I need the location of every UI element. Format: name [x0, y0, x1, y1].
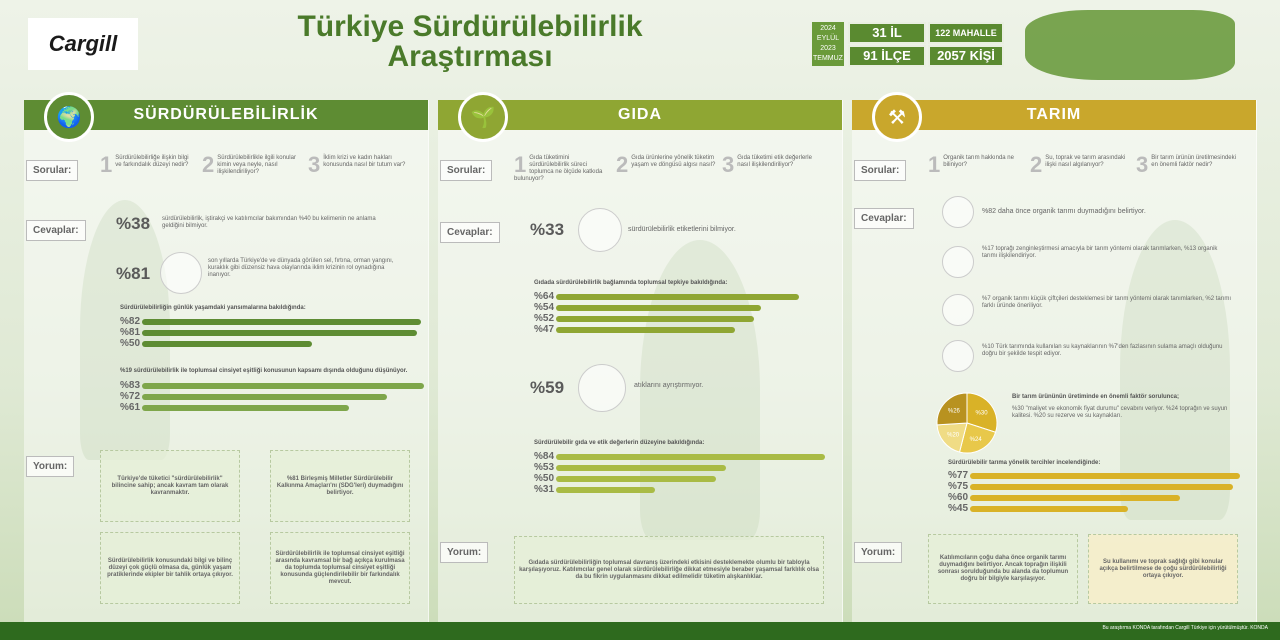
question-2-text: Su, toprak ve tarım arasındaki ilişki nasıl algılanıyor?: [1045, 155, 1126, 168]
bar-row: [120, 382, 424, 389]
date-month-1: EYLÜL: [816, 35, 840, 42]
bar-value: %75: [948, 481, 969, 492]
question-1: 1 Sürdürülebilirliğe ilişkin bilgi ve farkındalık düzeyi nedir?: [100, 152, 189, 177]
question-3: 3 Bir tarım ürünün üretilmesindeki en önemli faktör nedir?: [1136, 152, 1236, 177]
question-3-text: Gıda tüketimi etik değerlerle nasıl ilişkilendiriliyor?: [737, 155, 812, 168]
question-1-text: Gıda tüketimini sürdürülebilirlik süreci toplumca ne ölçüde katkıda bulunuyor?: [514, 155, 603, 182]
bar-value: %81: [120, 327, 141, 338]
globe-icon: 🌍: [44, 92, 94, 142]
answer-2-text: %17 toprağı zenginleştirmesi amacıyla bir tarım yöntemi olarak tarımlarken, %13 organik tarımı ilişkilendiriyor.: [982, 246, 1218, 259]
bar-fill: [970, 473, 1240, 479]
comment-1: Türkiye'de tüketici "sürdürülebilirlik" bilincine sahip; ancak kavram tam olarak kavranmaktır.: [100, 450, 240, 522]
question-2: 2 Sürdürülebilirlikle ilgili konular kimin veya neyle, nasıl ilişkilendiriliyor?: [202, 152, 296, 177]
bar-fill: [142, 405, 349, 411]
pie-label: %20: [947, 432, 960, 439]
answer-1-text: %82 daha önce organik tarımı duymadığını belirtiyor.: [982, 208, 1146, 215]
page-title: [220, 12, 720, 72]
bar-value: %47: [534, 324, 555, 335]
date-year-2: 2023: [820, 45, 836, 52]
answer-2-text: atıklarını ayrıştırmıyor.: [634, 382, 704, 389]
bar-value: %45: [948, 503, 969, 514]
graph-2-title: Sürdürülebilir gıda ve etik değerlerin düzeyine bakıldığında:: [534, 440, 705, 446]
yorum-label: Yorum:: [440, 542, 488, 563]
panel-1-title: SÜRDÜRÜLEBİLİRLİK: [133, 106, 319, 123]
factor-pie-chart: [932, 388, 1002, 458]
bar-fill: [556, 454, 825, 460]
bar-value: %50: [534, 473, 555, 484]
bar-row: [120, 393, 387, 400]
panel-surdurulebilirlik: [24, 100, 429, 622]
question-2-text: Sürdürülebilirlikle ilgili konular kimin veya neyle, nasıl ilişkilendiriliyor?: [217, 155, 296, 175]
question-1: 1 Gıda tüketimini sürdürülebilirlik süreci toplumca ne ölçüde katkıda bulunuyor?: [514, 152, 603, 182]
comment-2: Su kullanımı ve toprak sağlığı gibi konular açıkça belirtilmese de çoğu sürdürülebilirliği ortaya çıkıyor.: [1088, 534, 1238, 604]
sorular-label: Sorular:: [854, 160, 906, 181]
bar-row: [948, 483, 1233, 490]
cevaplar-label: Cevaplar:: [854, 208, 914, 229]
date-year-1: 2024: [820, 25, 836, 32]
pie-label: %30: [975, 410, 988, 417]
pie-label: %26: [947, 408, 960, 415]
bar-row: [120, 340, 312, 347]
bar-fill: [556, 294, 799, 300]
answer-1-percent: %33: [530, 220, 565, 239]
bar-value: %82: [120, 316, 141, 327]
bar-fill: [142, 319, 421, 325]
graph-title: Sürdürülebilir tarıma yönelik tercihler incelendiğinde:: [948, 460, 1101, 466]
recycle-icon: [578, 364, 626, 412]
bar-value: %84: [534, 451, 555, 462]
pie-label: %24: [969, 436, 982, 443]
weather-icon: [160, 252, 202, 294]
panel-gida: [438, 100, 843, 622]
bar-fill: [556, 327, 735, 333]
soil-icon: [942, 246, 974, 278]
bar-value: %54: [534, 302, 555, 313]
bar-row: [534, 315, 754, 322]
answer-1-percent: %38: [116, 214, 151, 233]
sorular-label: Sorular:: [26, 160, 78, 181]
bar-row: [534, 486, 655, 493]
bar-value: %53: [534, 462, 555, 473]
bar-value: %72: [120, 391, 141, 402]
question-1-text: Organik tarım hakkında ne biliniyor?: [943, 155, 1014, 168]
comment-4: Sürdürülebilirlik ile toplumsal cinsiyet eşitliği arasında kavramsal bir bağ açıkça kurulmasa da toplumda toplumsal cinsiyet eşitliği konusunda güçlendirilebilir bir farkındalık mevcut.: [270, 532, 410, 604]
bar-row: [948, 472, 1240, 479]
title-line-2: Araştırması: [387, 40, 553, 73]
pie-text: %30 "maliyet ve ekonomik fiyat durumu" cevabını veriyor. %24 toprağın ve suyun kalitesi. %20 su rezerve ve su kaynakları.: [1012, 406, 1228, 419]
stat-ilce: 91 İLÇE: [848, 45, 926, 67]
panel-3-title: TARIM: [1026, 106, 1082, 123]
seedling-icon: [942, 294, 974, 326]
cevaplar-label: Cevaplar:: [440, 222, 500, 243]
bar-row: [534, 464, 726, 471]
bar-row: [534, 453, 825, 460]
bar-row: [534, 304, 761, 311]
question-3: 3 Gıda tüketimi etik değerlerle nasıl ilişkilendiriliyor?: [722, 152, 812, 177]
graph-1-title: Gıdada sürdürülebilirlik bağlamında toplumsal tepkiye bakıldığında:: [534, 280, 728, 286]
bar-value: %77: [948, 470, 969, 481]
bar-row: [534, 326, 735, 333]
bar-value: %31: [534, 484, 555, 495]
sprout-hand-icon: 🌱: [458, 92, 508, 142]
stat-mahalle: 122 MAHALLE: [928, 22, 1004, 44]
pie-title: Bir tarım ürününün üretiminde en önemli faktör sorulunca;: [1012, 394, 1180, 400]
footer-text: Bu araştırma KONDA tarafından Cargill Türkiye için yürütülmüştür. KONDA: [1102, 625, 1268, 631]
bar-fill: [970, 484, 1233, 490]
bar-fill: [556, 465, 726, 471]
bar-value: %61: [120, 402, 141, 413]
bar-fill: [142, 341, 312, 347]
bar-row: [948, 494, 1180, 501]
cevaplar-label: Cevaplar:: [26, 220, 86, 241]
question-2-text: Gıda ürünlerine yönelik tüketim yaşam ve döngüsü algısı nasıl?: [631, 155, 716, 168]
answer-1-text: sürdürülebilirlik etiketlerini bilmiyor.: [628, 226, 736, 233]
graph-2-title: %19 sürdürülebilirlik ile toplumsal cinsiyet eşitliği konusunun kapsamı dışında olduğunu düşünüyor.: [120, 368, 408, 374]
date-month-2: TEMMUZ: [813, 55, 843, 62]
water-icon: [942, 340, 974, 372]
bar-value: %60: [948, 492, 969, 503]
panel-2-title: GIDA: [618, 106, 662, 123]
question-1: 1 Organik tarım hakkında ne biliniyor?: [928, 152, 1014, 177]
bar-row: [534, 475, 716, 482]
answer-4-text: %10 Türk tarımında kullanılan su kaynaklarının %7'den fazlasının sulama amaçlı olduğunu doğru bir şekilde tespit ediyor.: [982, 344, 1223, 357]
bar-value: %52: [534, 313, 555, 324]
comment-1: Katılımcıların çoğu daha önce organik tarımı duymadığını belirtiyor. Ancak toprağın ilişkili sonrası sorulduğunda bu alanda da toplumun doğru bir bilgiyle karşılaşıyor.: [928, 534, 1078, 604]
bar-value: %83: [120, 380, 141, 391]
question-3-text: İklim krizi ve kadın hakları konusunda nasıl bir tutum var?: [323, 155, 406, 168]
header: [0, 0, 1280, 92]
answer-1-text: sürdürülebilirlik, iştirakçi ve katılımcılar bakımından %40 bu kelimenin ne anlama geldiğini bilmiyor.: [162, 216, 376, 229]
footer-bar: [0, 622, 1280, 640]
yorum-label: Yorum:: [854, 542, 902, 563]
question-2: 2 Gıda ürünlerine yönelik tüketim yaşam ve döngüsü algısı nasıl?: [616, 152, 716, 177]
question-3-text: Bir tarım ürünün üretilmesindeki en önemli faktör nedir?: [1151, 155, 1236, 168]
answer-2-percent: %59: [530, 378, 565, 397]
bar-row: [120, 404, 349, 411]
yorum-label: Yorum:: [26, 456, 74, 477]
stat-il: 31 İL: [848, 22, 926, 44]
question-2: 2 Su, toprak ve tarım arasındaki ilişki nasıl algılanıyor?: [1030, 152, 1126, 177]
bar-row: [120, 329, 417, 336]
panel-tarim: [852, 100, 1257, 622]
comment-1: Gıdada sürdürülebilirliğin toplumsal davranış üzerindeki etkisini desteklemekte olumlu bir tabloyla karşılaşıyoruz. Katılımcılar genel olarak sürdürülebilirliğe dikkat etmesiyle beraber yaşamsal farklılık olsa da bu fikrin uygulanmasını dikkat edilmelidir tüketim alışkanlıklar.: [514, 536, 824, 604]
bar-row: [948, 505, 1128, 512]
bar-row: [534, 293, 799, 300]
bar-value: %64: [534, 291, 555, 302]
bar-row: [120, 318, 421, 325]
bar-value: %50: [120, 338, 141, 349]
plant-icon: [942, 196, 974, 228]
bar-fill: [556, 487, 655, 493]
comment-2: %81 Birleşmiş Milletler Sürdürülebilir Kalkınma Amaçları'nı (SDG'leri) duymadığını belirtiyor.: [270, 450, 410, 522]
sorular-label: Sorular:: [440, 160, 492, 181]
stat-kisi: 2057 KİŞİ: [928, 45, 1004, 67]
bar-fill: [142, 383, 424, 389]
bar-fill: [556, 476, 716, 482]
survey-date: [812, 22, 844, 66]
answer-3-text: %7 organik tarımı küçük çiftçileri desteklemesi bir tarım yöntemi olarak tanımlarken, %2 tarımı farklı üründe öneriliyor.: [982, 296, 1232, 309]
bar-fill: [142, 330, 417, 336]
question-3: 3 İklim krizi ve kadın hakları konusunda nasıl bir tutum var?: [308, 152, 406, 177]
comment-3: Sürdürülebilirlik konusundaki bilgi ve bilinç düzeyi çok güçlü olmasa da, günlük yaşam pratiklerinde ekipler bir tahlik ortaya çıkıyor.: [100, 532, 240, 604]
bar-fill: [970, 506, 1128, 512]
graph-1-title: Sürdürülebilirliğin günlük yaşamdaki yansımalarına bakıldığında:: [120, 305, 306, 311]
recycle-box-icon: [578, 208, 622, 252]
answer-2-text: son yıllarda Türkiye'de ve dünyada görülen sel, fırtına, orman yangını, kuraklık gibi düzensiz hava olaylarında iklim krizinin rol oynadığına inanıyor.: [208, 258, 394, 278]
turkey-map: [1025, 10, 1235, 80]
farm-tools-icon: ⚒: [872, 92, 922, 142]
bar-fill: [142, 394, 387, 400]
bar-fill: [970, 495, 1180, 501]
cargill-logo: Cargill: [28, 18, 138, 70]
bar-fill: [556, 305, 761, 311]
title-line-1: Türkiye Sürdürülebilirlik: [297, 10, 643, 43]
question-1-text: Sürdürülebilirliğe ilişkin bilgi ve farkındalık düzeyi nedir?: [115, 155, 189, 168]
bar-fill: [556, 316, 754, 322]
answer-2-percent: %81: [116, 264, 151, 283]
